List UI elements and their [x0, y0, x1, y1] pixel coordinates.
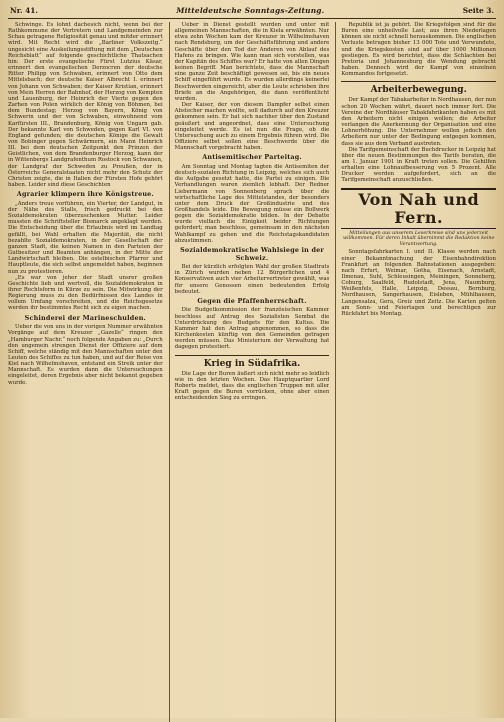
paragraph: Ueber die von uns in der vorigen Nummer erwähnten Vorgänge auf dem Kreuzer „Gazelle“ ringen den „Hamburger Nachr.“ noch folgende Angaben zu: „Durch den ungemein strengen Dienst der Offiziere auf dem Schiff, welche ständig mit den Mannschaften unter den Leuten des Schiffes zu tun haben, und auf der Reise von Kiel nach Wilhelmshaven, entstand ein Streik unter der Mannschaft. Es wurden dann die Untersuchungen eingeleitet, deren Ergebnis aber nicht bekannt gegeben wurde.: [8, 324, 163, 386]
newspaper-title: Mitteldeutsche Sonntags-Zeitung.: [176, 6, 325, 15]
section-divider: [175, 355, 330, 356]
paragraph: „Anders treue vorführen, ein Vierter, der Landgut, in der Nähe des Stalls, frisch gedruckt bei den Sozialdemokraten überzuschenken Mutter. Leider mussten die Schriftsteller Bismarck angeklagt werden. Die Entscheidung über die Erlaubnis wird im Landtag gefällt, bei Wahl erhalten die Majorität, die nicht bezahlte Sozialdemokraten, in der Gesellschaft der ganzen Stadt, die keinen Namen in den Parteien der Gutbesitzer und Beamten anhängen, in der Mitte der Landwirtschaft bleiben. Die ostelbischen Pfarrer und Hauptleute, die sich selbst angemeldet haben, beginnen nun zu protestieren.: [8, 200, 163, 275]
section-note: Mitteilungen aus unserem Leserkreise sind uns jederzeit willkommen. Für deren Inhalt übernimmt die Redaktion keine Verantwortung.: [343, 230, 495, 247]
issue-number: Nr. 41.: [10, 6, 38, 15]
paragraph: Am Sonntag und Montag tagten die Antisemiten der deutsch-sozialen Richtung in Leipzig, welches sich auch die Aufgabe gesetzt hatte, die Partei zu einigen. Die Verhandlungen waren ziemlich lebhaft. Der Redner Liebermann von Sonnenberg sprach über die wirtschaftliche Lage des Mittelstandes, der besonders unter dem Druck der Großindustrie und des Großhandels leide. Die Bewegung müsse ein Bollwerk gegen die Sozialdemokratie bilden. In der Debatte wurde vielfach die Einigkeit beider Richtungen gefordert; man beschloss, gemeinsam in den nächsten Wahlkampf zu gehen und die Reichstagskandidaten abzustimmen.: [174, 163, 330, 244]
columns: [8, 22, 496, 722]
article-heading: Antisemitischer Parteitag.: [202, 153, 302, 162]
page-header: [8, 6, 496, 19]
paragraph: „Es war von jeher der Stadt unsrer großen Geschichte lieb und wertvoll, die Sozialdemokraten in ihrer Rechtsform in Kürze zu sein. Die Mitwirkung der Regierung muss zu den Bedürfnissen des Landes in vollem Umfang vorschreiten, und die Reichsgesetze werden ihr bestimmtes Recht sich zu eigen machen.: [8, 274, 163, 312]
paragraph: Die Budgetkommission der französischen Kammer beschloss auf Antrag des Sozialisten Sembat die Unterdrückung des Budgets für den Kultus. Die Kammer hat den Antrag angenommen, so dass die Kirchenkosten künftig von den Gemeinden getragen werden müssen. Das Ministerium der Verwaltung hat dagegen protestiert.: [174, 307, 330, 351]
column-3: [335, 22, 496, 722]
paragraph: Bei der kürzlich erfolgten Wahl der großen Stadtrats in Zürich wurden neben 12 Bürgerlichen und 4 Konservativen auch vier Arbeitervertreter gewählt, was für unsere Genossen einen bedeutenden Erfolg bedeutet.: [174, 264, 330, 295]
paragraph: Sonntagsfahrkarten I. und II. Klasse werden nach einer Bekanntmachung der Eisenbahndirektion Frankfurt an folgenden Bahnstationen ausgegeben: nach Erfurt, Weimar, Gotha, Eisenach, Arnstadt, Ilmenau, Suhl, Schleusingen, Meiningen, Sonneberg, Coburg, Saalfeld, Rudolstadt, Jena, Naumburg, Weißenfels, Halle, Leipzig, Dessau, Bernburg, Nordhausen, Sangerhausen, Eisleben, Mühlhausen, Langensalza, Gera, Greiz und Zeitz. Die Karten gelten am Sonn- und Feiertagen und berechtigen zur Rückfahrt bis Montag.: [341, 249, 497, 317]
article-heading: Schinderei der Marineschulden.: [24, 313, 146, 322]
article-heading: Agrarier klimpern ihre Königstreue.: [16, 190, 154, 199]
paragraph: Schwinge. Es lohnt dachesich nicht, wenn bei der Rathkommune der Vertretern und Landgemeinden zur Schau getragene Religiosität genau und mitder erinnert wird. Mit Recht wird die „Barliner Volkszeitg.“ ungesicht eine Auskeilungsstiftung mit dem „Deutschen Reichsblatt“ auf folgende geschichtliche Thatsachen hin: Der erste evangelische Fürst Lutzius Käsar, erinnert den evangelischen Derzocren der deutsche Ritter Philipp von Schwaben, erinnert von Otto dem Mittelsbach; der deutsche Kaiser Albrecht I. erinnert von Johann von Schwaben; der Kaiser Kristian, erinnert von Mein Herren der Bahnhof, der Herzog von Kempten und Lauenburg, der Heinrich der Vierte gegen den Zarhen von Polen wirklich der König von Böhmen, bei dem Bundestag; Herzog von Bayern, König von Schwerin und der von Schwaben, einwohnend vom Karfürsten III., Brandenburg, König von Ungarn gab. Der bekannte Karl von Schweden, gegen Karl VI. von England gefunden; die deutschen Könige die Gewalt von Bobinger gegen Schwärmern, ein Mann Heinrich III. bei dem deutschen Zeitpunkt den Prinzen der Geistlichen, von dem Brandenburger Herzog, kann der in Wittenbergs Landgrafenthum Rostock von Schwanen, der Landgraf der Schweden zu Preußen, der in Österreichs Generalstaaten nicht mehr den Schutz der Christen zeigte, die in Italien der Fürsten Hofe gehört haben. Leider sind diese Geschichten: [8, 22, 163, 189]
column-2: [169, 22, 330, 722]
paragraph: Die Lage der Buren äußert sich nicht mehr so leidlich wie in den letzten Wochen. Das Hauptquartier Lord Roberts meldet, dass die englischen Truppen mit aller Kraft gegen die Buren vorrücken, ohne aber einen entscheidenden Sieg zu erringen.: [174, 370, 330, 402]
column-1: [8, 22, 163, 722]
paragraph: Republik ist ja gehört. Die Kriegsfolgen sind für die Buren eine unheilvolle Last; aus ihren Niederlagen können sie nicht schnell herauskommen. Die englischen Verluste betragen bisher 13 000 Tote und Verwundete, und die Kriegskosten sind auf über 1000 Millionen gestiegen. Es wird berichtet, dass die Schlachten bei Pretoria und Johannesburg die Wendung gebracht haben. Dennoch wird der Kampf von einzelnen Kommandos fortgesetzt.: [341, 22, 497, 78]
section-banner-heading: Von Nah und Fern.: [341, 188, 496, 229]
section-divider: [341, 81, 496, 82]
paragraph: Ueber in Dienst gestellt wurden und unter mit allgemeinen Mannschaften, die in Kiela erwähnten. Nur etwa zehn Wochen kam der Kreuzer in Wilhelmshaven nach Rendsburg, um der Geschäftsführung und andere Geschäfte über den Tod der Anderen von Ablauf des Hafens zu bringen. Wie kann man sich vorstellen, was der Kapitän des Schiffes war? Er hatte von allen Dingen keinen Begriff. Man berichtete, dass die Mannschaft eine ganze Zeit beschäftigt gewesen sei, bis ein neues Schiff eingeführt wurde. Es wurden allerdings keinerlei Beschwerden eingereicht, aber die Leute schrieben ihre Briefe an die Angehörigen, die dann veröffentlicht wurden.: [174, 22, 330, 102]
paragraph: Der Kaiser, der von diesem Dampfer selbst einen Abstecher machen wollte, soll dadurch auf den Kreuzer gekommen sein. Er hat sich nachher über den Zustand geäußert und angeordnet, dass eine Untersuchung eingeleitet werde. Es ist nun die Frage, ob die Untersuchung auch zu einem Ergebnis führen wird. Die Offiziere selbst sollen eine Beschwerde über die Mannschaft vorgebracht haben.: [174, 102, 330, 152]
article-heading: Gegen die Pfaffenherrschaft.: [197, 296, 307, 305]
paragraph: Der Kampf der Tabakarbeiter in Nordhausen, der nun schon 20 Wochen währt, dauert noch immer fort. Die Vereine der Nordhäuser Tabakfabrikanten haben es mit den Arbeitern nicht einigen wollen; die Arbeiter verlangen die Anerkennung der Organisation und eine Lohnerhöhung. Die Unternehmer wollen jedoch den Arbeitern nur unter der Bedingung entgegen kommen, dass sie aus dem Verband austreten.: [341, 97, 497, 147]
paragraph: Die Tarifgemeinschaft der Buchdrucker in Leipzig hat über die neuen Bestimmungen des Tarifs beraten, die am 1. Januar 1901 in Kraft treten sollen. Die Gehilfen erhalten eine Lohnaufbesserung von 5 Prozent. Alle Drucker werden aufgefordert, sich an die Tarifgemeinschaft anzuschließen.: [341, 146, 497, 184]
page-number: Seite 3.: [462, 6, 494, 15]
article-heading: Arbeiterbewegung.: [370, 85, 467, 96]
article-heading: Krieg in Südafrika.: [203, 358, 301, 369]
article-heading: Sozialdemokratische Wahlsiege in der Schweiz.: [180, 245, 324, 262]
